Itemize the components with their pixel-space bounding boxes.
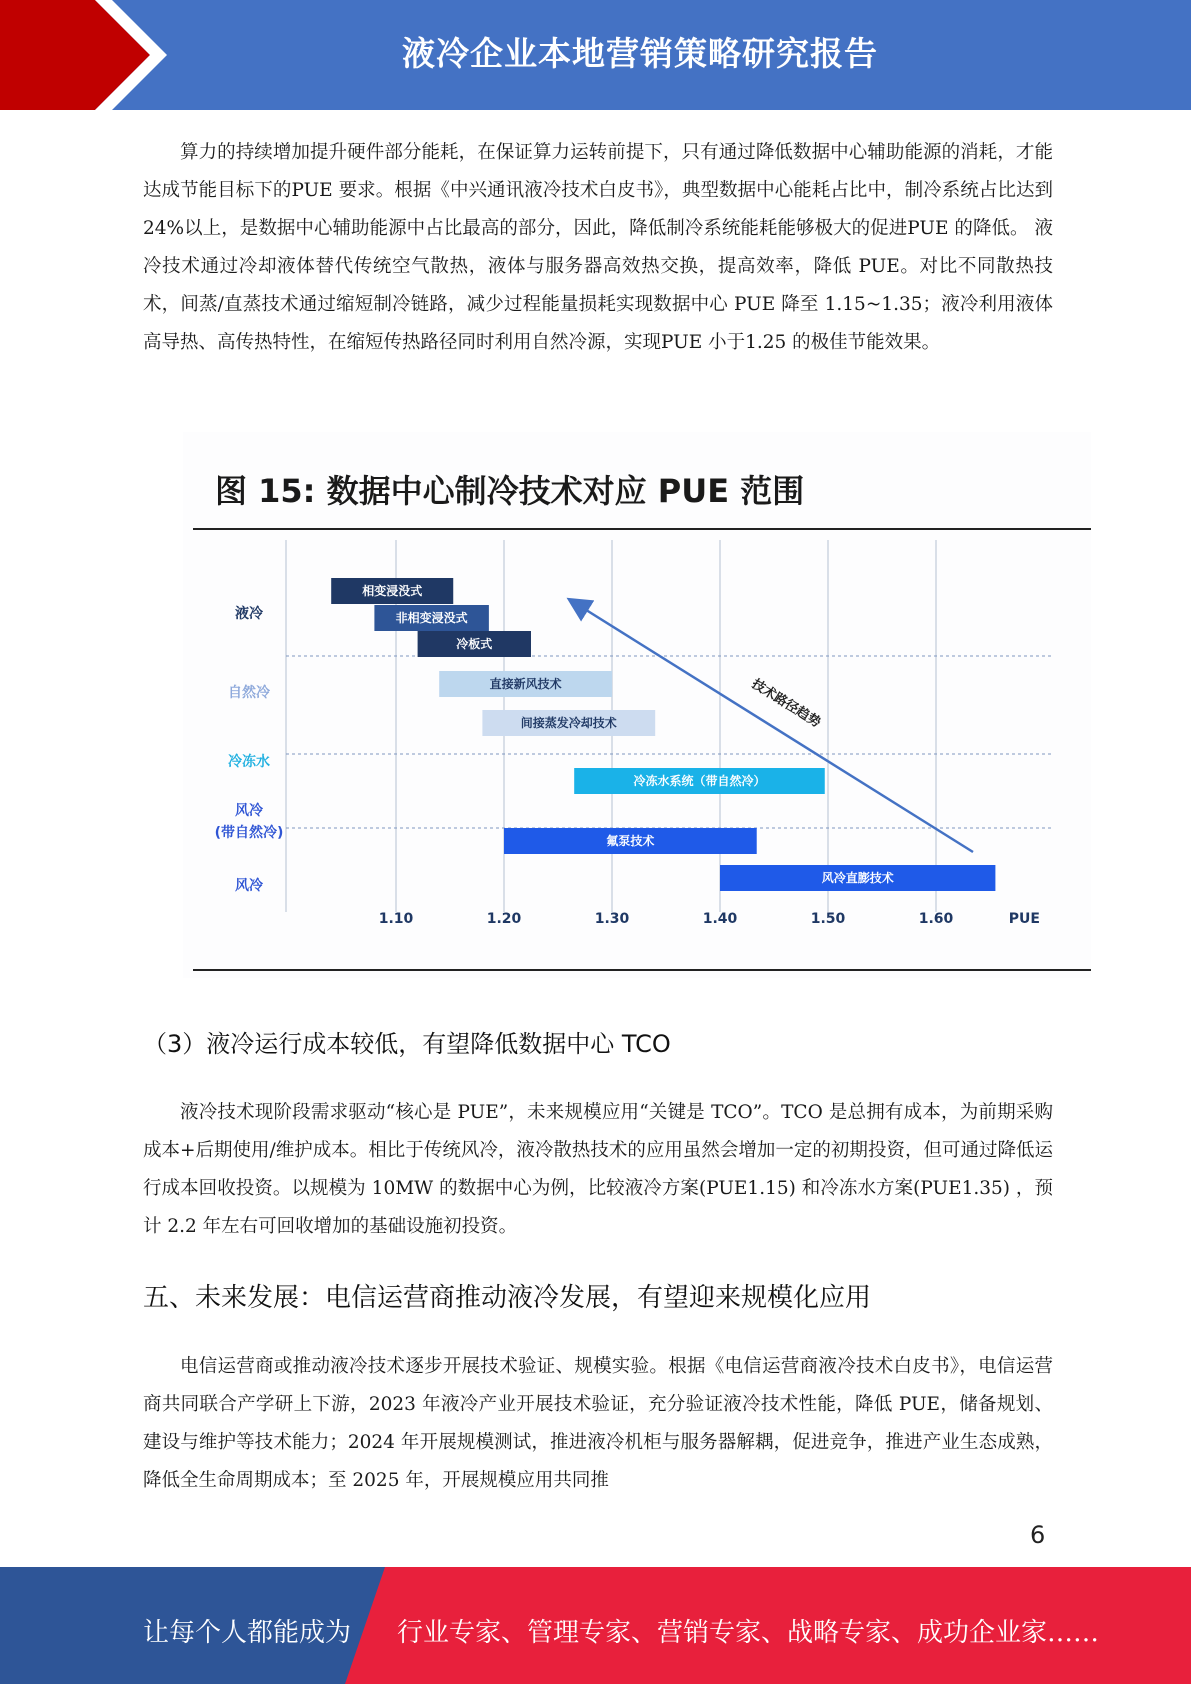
trend-label: 技术路径趋势	[748, 676, 823, 731]
y-category-label: (带自然冷)	[214, 825, 284, 841]
paragraph-text: 电信运营商或推动液冷技术逐步开展技术验证、规模实验。根据《电信运营商液冷技术白皮书》，电信运营商共同联合产学研上下游，2023 年液冷产业开展技术验证，充分验证液冷技术性能，降低 PUE，储备规划、建设与维护等技术能力；2024 年开展规模测试，推进液冷机柜与服务器解耦，促进竞争，推进产业生态成熟，降低全生命周期成本；至 2025 年，开展规模应用共同推	[143, 1356, 1053, 1491]
y-category-label: 风冷	[235, 803, 263, 819]
bar-label: 冷板式	[456, 637, 493, 651]
y-category-label: 液冷	[235, 606, 263, 622]
footer-slogan-left: 让每个人都能成为	[143, 1618, 352, 1648]
bar-label: 氟泵技术	[606, 834, 655, 848]
bar-label: 非相变浸没式	[395, 611, 468, 625]
x-tick-label: 1.50	[810, 911, 846, 927]
body-paragraph-section-5	[143, 1348, 1053, 1500]
report-title: 液冷企业本地营销策略研究报告	[402, 34, 878, 73]
paragraph-text: 算力的持续增加提升硬件部分能耗，在保证算力运转前提下，只有通过降低数据中心辅助能源的消耗，才能达成节能目标下的PUE 要求。根据《中兴通讯液冷技术白皮书》，典型数据中心能耗占比中，制冷系统占比达到24%以上，是数据中心辅助能源中占比最高的部分，因此，降低制冷系统能耗能够极大的促进PUE 的降低。 液冷技术通过冷却液体替代传统空气散热，液体与服务器高效热交换，提高效率，降低 PUE。对比不同散热技术，间蒸/直蒸技术通过缩短制冷链路，减少过程能量损耗实现数据中心 PUE 降至 1.15~1.35；液冷利用液体高导热、高传热特性，在缩短传热路径同时利用自然冷源，实现PUE 小于1.25 的极佳节能效果。	[143, 142, 1053, 353]
bar-label: 间接蒸发冷却技术	[520, 716, 617, 730]
y-category-label: 自然冷	[228, 685, 270, 701]
bar-label: 冷冻水系统（带自然冷）	[633, 774, 766, 788]
pue-range-chart	[183, 432, 1091, 978]
y-category-label: 风冷	[235, 878, 263, 894]
page-header	[0, 0, 1191, 110]
bar-label: 风冷直膨技术	[821, 871, 894, 885]
footer-slogan-right: 行业专家、管理专家、营销专家、战略专家、成功企业家……	[397, 1618, 1100, 1648]
paragraph-text: 液冷技术现阶段需求驱动“核心是 PUE”，未来规模应用“关键是 TCO”。TCO 是总拥有成本，为前期采购成本+后期使用/维护成本。相比于传统风冷，液冷散热技术的应用虽然会增加一定的初期投资，但可通过降低运行成本回收投资。以规模为 10MW 的数据中心为例，比较液冷方案(PUE1.15) 和冷冻水方案(PUE1.35) ，预计 2.2 年左右可回收增加的基础设施初投资。	[143, 1102, 1053, 1237]
y-category-label: 冷冻水	[228, 754, 270, 770]
body-paragraph-section-3	[143, 1094, 1053, 1246]
x-tick-label: 1.20	[486, 911, 522, 927]
x-axis-label: PUE	[1008, 911, 1040, 927]
figure-15	[183, 432, 1091, 978]
x-tick-label: 1.60	[918, 911, 954, 927]
bar-label: 相变浸没式	[362, 584, 423, 598]
x-tick-label: 1.30	[594, 911, 630, 927]
section-5-heading: 五、未来发展：电信运营商推动液冷发展，有望迎来规模化应用	[143, 1283, 872, 1313]
x-tick-label: 1.40	[702, 911, 738, 927]
bar-label: 直接新风技术	[489, 677, 562, 691]
page-number: 6	[1030, 1521, 1046, 1549]
x-tick-label: 1.10	[378, 911, 414, 927]
section-3-heading: （3）液冷运行成本较低，有望降低数据中心 TCO	[143, 1030, 671, 1058]
body-paragraph-1	[143, 134, 1053, 362]
figure-title: 图 15: 数据中心制冷技术对应 PUE 范围	[215, 472, 805, 510]
